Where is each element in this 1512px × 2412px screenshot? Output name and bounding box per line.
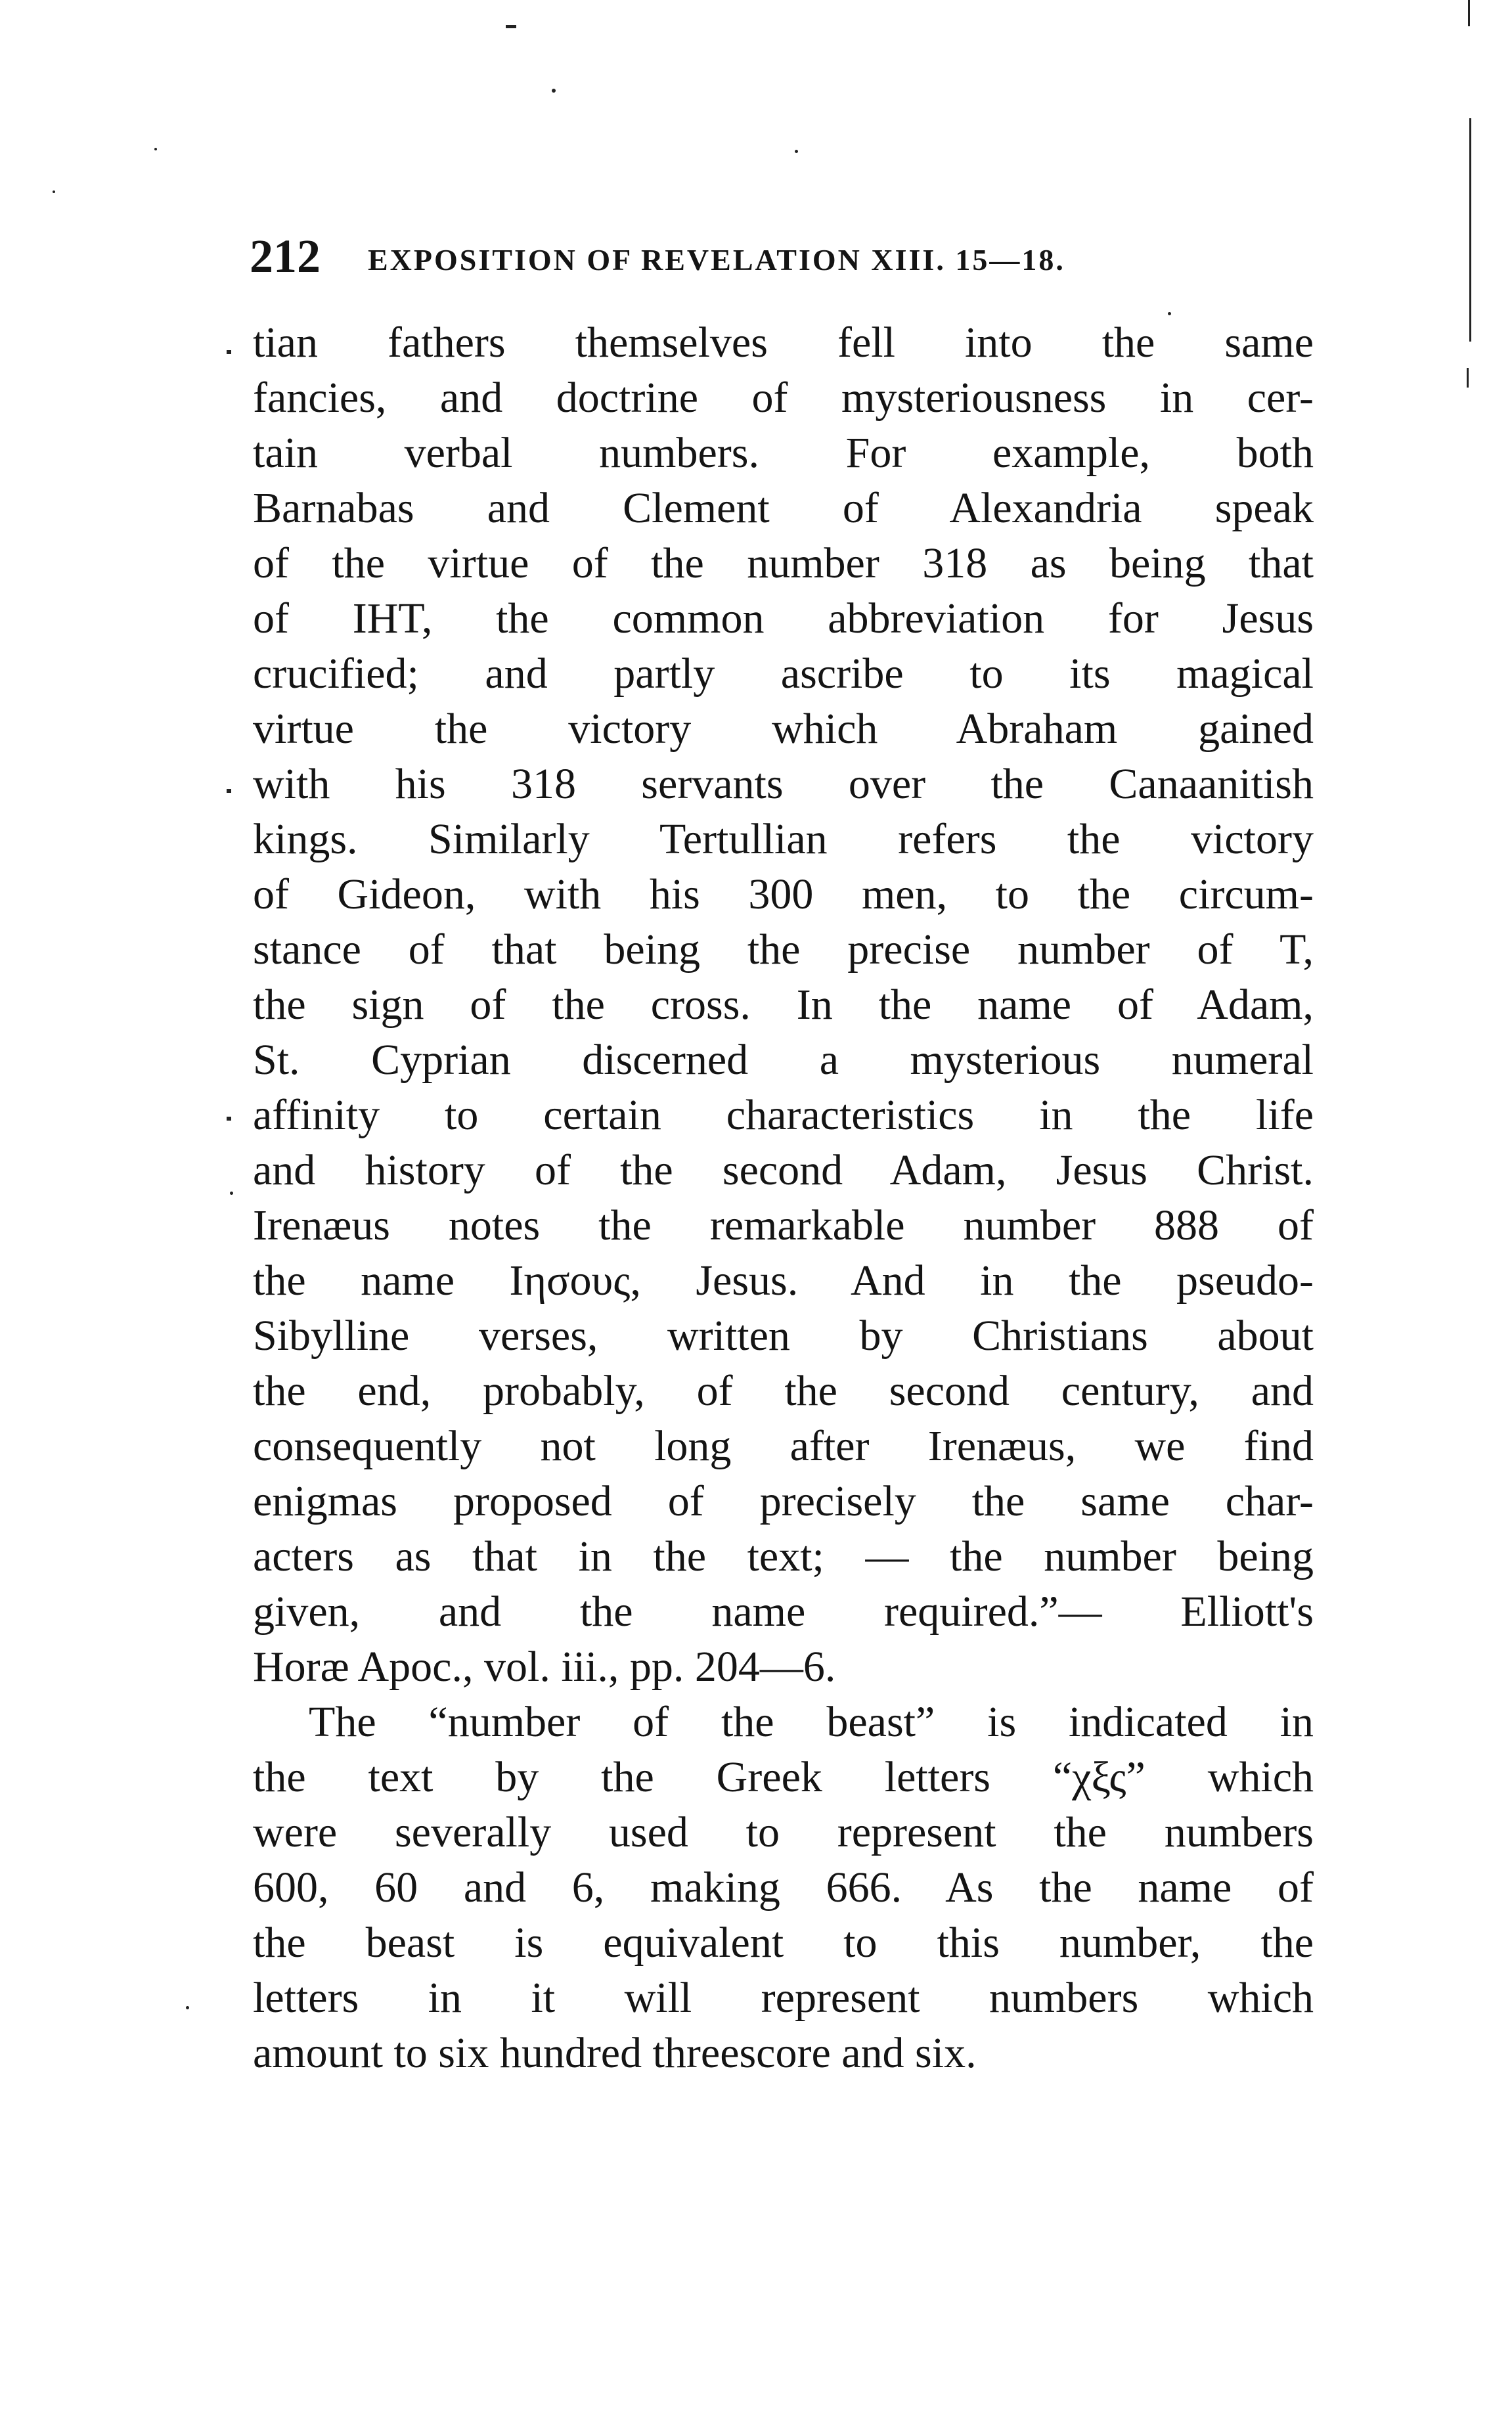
text-line: tain verbal numbers. For example, both [253,429,1314,477]
scan-speck [53,190,55,193]
text-line: letters in it will represent numbers which [253,1974,1314,2022]
text-line: kings. Similarly Tertullian refers the victory [253,815,1314,863]
text-line: and history of the second Adam, Jesus Christ. [253,1146,1314,1194]
text-line: given, and the name required.”— Elliott's [253,1588,1314,1636]
text-line: virtue the victory which Abraham gained [253,705,1314,753]
text-line: the name Ιησους, Jesus. And in the pseudo- [253,1257,1314,1305]
scan-speck [227,789,231,793]
text-line: fancies, and doctrine of mysteriousness in cer- [253,374,1314,422]
scan-speck [1168,312,1171,315]
scan-speck [795,150,798,153]
text-line: the end, probably, of the second century, and [253,1367,1314,1415]
text-line: crucified; and partly ascribe to its magical [253,650,1314,698]
text-line: were severally used to represent the numbers [253,1808,1314,1856]
text-line: affinity to certain characteristics in the life [253,1091,1314,1139]
text-line: Horæ Apoc., vol. iii., pp. 204—6. [253,1643,836,1691]
text-line: of Gideon, with his 300 men, to the circum- [253,870,1314,918]
text-line: The “number of the beast” is indicated in [309,1698,1314,1746]
running-head: EXPOSITION OF REVELATION XIII. 15—18. [368,243,1065,277]
page-header [250,227,1333,286]
text-line: tian fathers themselves fell into the same [253,319,1314,367]
scan-speck [227,1117,231,1121]
text-line: acters as that in the text; — the number being [253,1532,1314,1580]
text-line: Barnabas and Clement of Alexandria speak [253,484,1314,532]
text-line: the sign of the cross. In the name of Adam, [253,981,1314,1029]
page-number: 212 [250,230,321,282]
text-line: of the virtue of the number 318 as being that [253,539,1314,587]
text-line: the text by the Greek letters “χξς” which [253,1753,1314,1801]
text-line: Irenæus notes the remarkable number 888 of [253,1201,1314,1249]
page-edge-mark [1467,368,1469,388]
text-line: amount to six hundred threescore and six. [253,2029,977,2077]
scan-speck [154,148,157,150]
text-line: consequently not long after Irenæus, we find [253,1422,1314,1470]
scan-speck [552,89,556,93]
text-line: with his 318 servants over the Canaanitish [253,760,1314,808]
text-line: enigmas proposed of precisely the same char- [253,1477,1314,1525]
text-line: stance of that being the precise number of T, [253,926,1314,973]
text-line: the beast is equivalent to this number, the [253,1919,1314,1967]
text-line: of IHT, the common abbreviation for Jesus [253,594,1314,642]
text-line: 600, 60 and 6, making 666. As the name of [253,1864,1314,1911]
scan-speck [186,2006,189,2009]
text-line: St. Cyprian discerned a mysterious numeral [253,1036,1314,1084]
scan-speck [227,350,231,354]
scan-speck [506,25,516,28]
page-edge-mark [1468,0,1470,26]
page-edge-mark [1469,118,1471,342]
scan-speck [230,1192,233,1195]
text-line: Sibylline verses, written by Christians about [253,1312,1314,1360]
